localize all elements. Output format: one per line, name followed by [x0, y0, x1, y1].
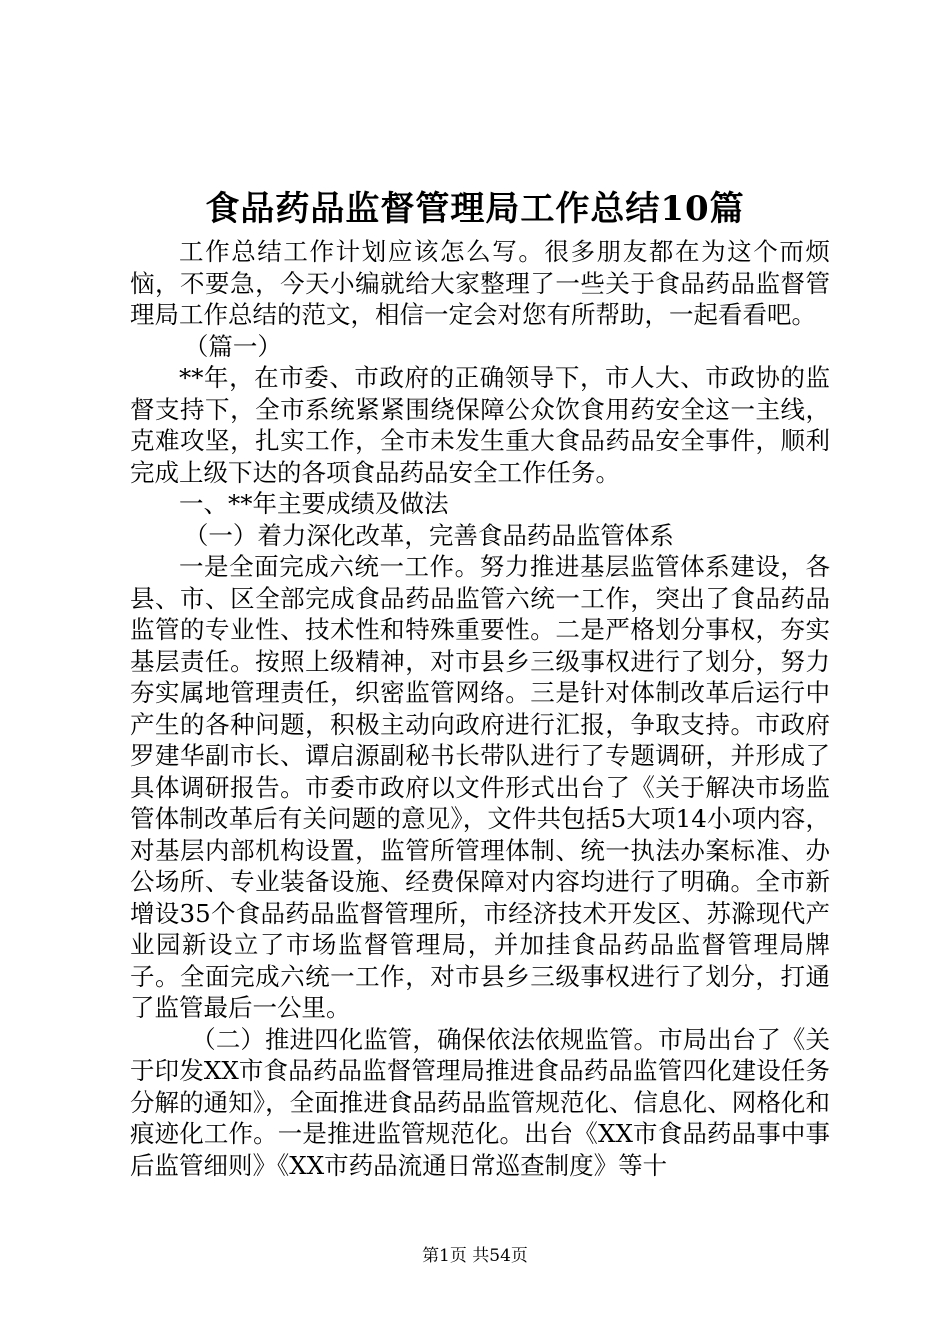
four-modernizations-paragraph: （二）推进四化监管，确保依法依规监管。市局出台了《关于印发XX市食品药品监督管理局推进食品药品监管四化建设任务分解的通知》，全面推进食品药品监管规范化、信息化、网格化和痕迹化工作。一是推进监管规范化。出台《XX市食品药品事中事后监管细则》《XX市药品流通日常巡查制度》等十 [130, 1024, 830, 1180]
document-body [130, 236, 830, 1181]
page-footer: 第1页 共54页 [422, 1246, 528, 1266]
intro-paragraph: 工作总结工作计划应该怎么写。很多朋友都在为这个而烦恼，不要急，今天小编就给大家整理了一些关于食品药品监督管理局工作总结的范文，相信一定会对您有所帮助，一起看看吧。 [130, 237, 830, 329]
section-heading-achievements: 一、**年主要成绩及做法 [179, 489, 449, 518]
overview-paragraph: **年，在市委、市政府的正确领导下，市人大、市政协的监督支持下，全市系统紧紧围绕保障公众饮食用药安全这一主线，克难攻坚，扎实工作，全市未发生重大食品药品安全事件，顺利完成上级下达的各项食品药品安全工作任务。 [130, 363, 830, 487]
section-label-part-one: （篇一） [183, 331, 282, 361]
subsection-heading-reform: （一）着力深化改革，完善食品药品监管体系 [183, 520, 674, 550]
document-title: 食品药品监督管理局工作总结10篇 [205, 189, 745, 229]
reform-paragraph: 一是全面完成六统一工作。努力推进基层监管体系建设，各县、市、区全部完成食品药品监管六统一工作，突出了食品药品监管的专业性、技术性和特殊重要性。二是严格划分事权，夯实基层责任。按照上级精神，对市县乡三级事权进行了划分，努力夯实属地管理责任，织密监管网络。三是针对体制改革后运行中产生的各种问题，积极主动向政府进行汇报，争取支持。市政府罗建华副市长、谭启源副秘书长带队进行了专题调研，并形成了具体调研报告。市委市政府以文件形式出台了《关于解决市场监管体制改革后有关问题的意见》，文件共包括5大项14小项内容，对基层内部机构设置，监管所管理体制、统一执法办案标准、办公场所、专业装备设施、经费保障对内容均进行了明确。全市新增设35个食品药品监督管理所，市经济技术开发区、苏滁现代产业园新设立了市场监督管理局，并加挂食品药品监督管理局牌子。全面完成六统一工作，对市县乡三级事权进行了划分，打通了监管最后一公里。 [130, 552, 830, 1022]
